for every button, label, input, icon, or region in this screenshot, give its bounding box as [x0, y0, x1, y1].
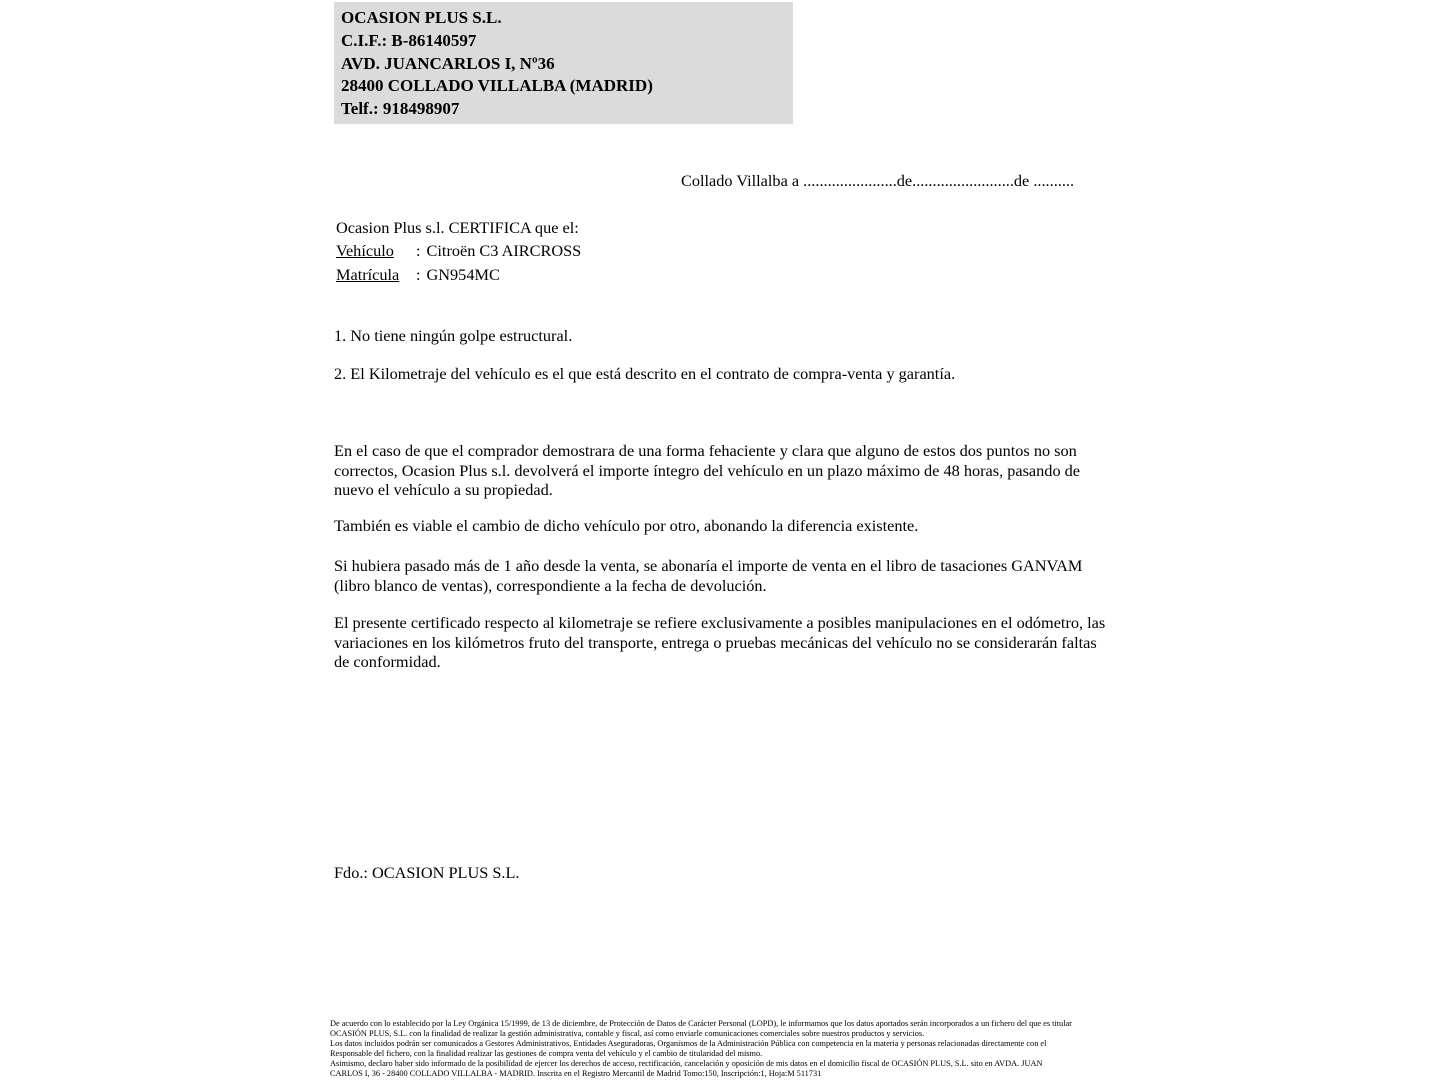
vehicle-field-separator: :	[416, 241, 421, 261]
legal-footer-line: De acuerdo con lo establecido por la Ley Orgánica 15/1999, de 13 de diciembre, de Protección de Datos de Carácter Personal (LOPD), le informamos que los datos aportados serán incorporados a un fichero del que es titular	[330, 1019, 1072, 1028]
vehicle-field-row	[336, 239, 581, 262]
date-fill-in-line: Collado Villalba a .......................de.........................de ..........	[681, 171, 1075, 190]
legal-footer	[330, 1019, 1072, 1078]
vehicle-field-value: Citroën C3 AIRCROSS	[426, 241, 582, 261]
signature-line: Fdo.: OCASION PLUS S.L.	[334, 863, 520, 882]
plate-field-value: GN954MC	[426, 264, 500, 284]
ganvam-paragraph: Si hubiera pasado más de 1 año desde la venta, se abonaría el importe de venta en el libro de tasaciones GANVAM (libro blanco de ventas), correspondiente a la fecha de devolución.	[334, 556, 1083, 595]
legal-footer-line: OCASIÓN PLUS, S.L. con la finalidad de realizar la gestión administrativa, contable y fiscal, así como enviarle comunicaciones comerciales sobre nuestros productos y servicios.	[330, 1028, 925, 1038]
plate-field-label: Matrícula	[336, 264, 400, 284]
company-phone: Telf.: 918498907	[341, 99, 460, 119]
company-name: OCASION PLUS S.L.	[341, 8, 502, 27]
statement-2: 2. El Kilometraje del vehículo es el que está descrito en el contrato de compra-venta y garantía.	[334, 364, 956, 383]
certification-block	[336, 216, 581, 286]
legal-footer-line: Responsable del fichero, con la finalidad realizar las gestiones de compra venta del vehículo y el cambio de titularidad del mismo.	[330, 1048, 763, 1058]
legal-footer-line: Asimismo, declaro haber sido informado de la posibilidad de ejercer los derechos de acceso, rectificación, cancelación y oposición de mis datos en el domicilio fiscal de OCASIÓN PLUS, S.L. sito en AVDA. JUAN	[330, 1058, 1043, 1068]
company-city: 28400 COLLADO VILLALBA (MADRID)	[341, 76, 653, 96]
statement-1: 1. No tiene ningún golpe estructural.	[334, 326, 573, 345]
company-cif: C.I.F.: B-86140597	[341, 30, 477, 50]
vehicle-field-label: Vehículo	[336, 241, 394, 261]
company-header-block	[334, 2, 793, 124]
company-address: AVD. JUANCARLOS I, Nº36	[341, 53, 555, 73]
exchange-paragraph: También es viable el cambio de dicho vehículo por otro, abonando la diferencia existente.	[334, 516, 919, 535]
refund-paragraph: En el caso de que el comprador demostrara de una forma fehaciente y clara que alguno de estos dos puntos no son correctos, Ocasion Plus s.l. devolverá el importe íntegro del vehículo en un plazo máximo de 48 horas, pasando de nuevo el vehículo a su propiedad.	[334, 441, 1081, 500]
legal-footer-line: Los datos incluidos podrán ser comunicados a Gestores Administrativos, Entidades Aseguradoras, Organismos de la Administración Pública con competencia en la materia y personas relacionadas directamente con el	[330, 1038, 1047, 1048]
certification-intro: Ocasion Plus s.l. CERTIFICA que el:	[336, 218, 579, 237]
legal-footer-line: CARLOS I, 36 - 28400 COLLADO VILLALBA - MADRID. Inscrita en el Registro Mercantil de Madrid Tomo:150, Inscripción:1, Hoja:M 511731	[330, 1068, 822, 1078]
odometer-paragraph: El presente certificado respecto al kilometraje se refiere exclusivamente a posibles manipulaciones en el odómetro, las variaciones en los kilómetros fruto del transporte, entrega o pruebas mecánicas del vehículo no se considerarán faltas de conformidad.	[334, 613, 1106, 672]
plate-field-row	[336, 263, 581, 286]
plate-field-separator: :	[416, 264, 421, 284]
